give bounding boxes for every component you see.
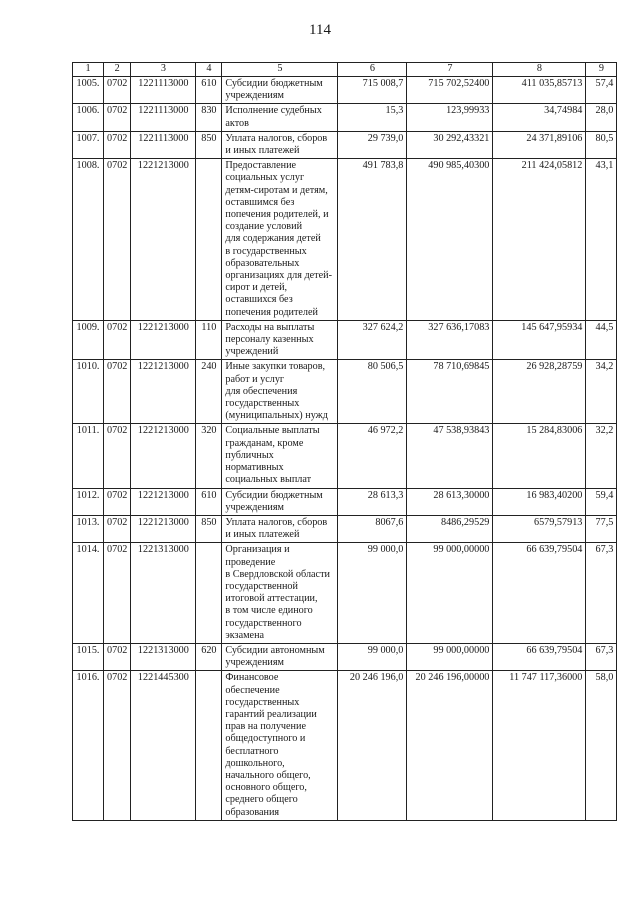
- execution-percent: 67,3: [586, 643, 617, 670]
- amount-plan: 29 739,0: [338, 131, 407, 158]
- expense-name: Субсидии автономным учреждениям: [222, 643, 338, 670]
- expense-name: Исполнение судебных актов: [222, 104, 338, 131]
- section-code: 0702: [104, 104, 131, 131]
- expense-type-code: 610: [196, 77, 222, 104]
- amount-plan: 28 613,3: [338, 488, 407, 515]
- column-header: 2: [104, 63, 131, 77]
- amount-executed: 15 284,83006: [493, 424, 586, 488]
- amount-plan: 327 624,2: [338, 320, 407, 360]
- execution-percent: 43,1: [586, 159, 617, 321]
- expense-type-code: [196, 543, 222, 644]
- amount-executed: 411 035,85713: [493, 77, 586, 104]
- section-code: 0702: [104, 320, 131, 360]
- amount-approved: 99 000,00000: [407, 643, 493, 670]
- target-article-code: 1221113000: [131, 104, 196, 131]
- table-row: [73, 515, 617, 542]
- column-header: 8: [493, 63, 586, 77]
- target-article-code: 1221213000: [131, 360, 196, 424]
- target-article-code: 1221213000: [131, 488, 196, 515]
- table-row: [73, 159, 617, 321]
- amount-executed: 66 639,79504: [493, 643, 586, 670]
- amount-plan: 99 000,0: [338, 543, 407, 644]
- section-code: 0702: [104, 543, 131, 644]
- column-header: 9: [586, 63, 617, 77]
- row-number: 1010.: [73, 360, 104, 424]
- execution-percent: 80,5: [586, 131, 617, 158]
- amount-executed: 26 928,28759: [493, 360, 586, 424]
- section-code: 0702: [104, 360, 131, 424]
- column-header: 7: [407, 63, 493, 77]
- target-article-code: 1221313000: [131, 543, 196, 644]
- row-number: 1009.: [73, 320, 104, 360]
- row-number: 1007.: [73, 131, 104, 158]
- target-article-code: 1221213000: [131, 159, 196, 321]
- section-code: 0702: [104, 488, 131, 515]
- amount-executed: 211 424,05812: [493, 159, 586, 321]
- amount-plan: 715 008,7: [338, 77, 407, 104]
- section-code: 0702: [104, 671, 131, 820]
- table-row: [73, 643, 617, 670]
- row-number: 1011.: [73, 424, 104, 488]
- amount-executed: 6579,57913: [493, 515, 586, 542]
- amount-plan: 80 506,5: [338, 360, 407, 424]
- execution-percent: 28,0: [586, 104, 617, 131]
- amount-approved: 30 292,43321: [407, 131, 493, 158]
- execution-percent: 67,3: [586, 543, 617, 644]
- expense-name: Предоставление социальных услуг детям-сиротам и детям, оставшимся без попечения родителей, и создание условий для содержания детей в государственных образовательных организациях для детей- сирот и детей, оставшихся без попечения родителей: [222, 159, 338, 321]
- header-row: [73, 63, 617, 77]
- amount-approved: 47 538,93843: [407, 424, 493, 488]
- execution-percent: 59,4: [586, 488, 617, 515]
- amount-approved: 99 000,00000: [407, 543, 493, 644]
- expense-name: Финансовое обеспечение государственных гарантий реализации прав на получение общедоступного и бесплатного дошкольного, начального общего, основного общего, среднего общего образования: [222, 671, 338, 820]
- table-row: [73, 320, 617, 360]
- execution-percent: 77,5: [586, 515, 617, 542]
- row-number: 1005.: [73, 77, 104, 104]
- table-row: [73, 131, 617, 158]
- table-row: [73, 77, 617, 104]
- section-code: 0702: [104, 77, 131, 104]
- expense-name: Организация и проведение в Свердловской области государственной итоговой аттестации, в том числе единого государственного экзамена: [222, 543, 338, 644]
- expense-type-code: 850: [196, 131, 222, 158]
- amount-plan: 46 972,2: [338, 424, 407, 488]
- table-row: [73, 360, 617, 424]
- execution-percent: 34,2: [586, 360, 617, 424]
- table-row: [73, 104, 617, 131]
- execution-percent: 58,0: [586, 671, 617, 820]
- expense-name: Расходы на выплаты персоналу казенных учреждений: [222, 320, 338, 360]
- amount-approved: 123,99933: [407, 104, 493, 131]
- table-body: [73, 77, 617, 821]
- table-row: [73, 671, 617, 820]
- target-article-code: 1221113000: [131, 77, 196, 104]
- expense-name: Уплата налогов, сборов и иных платежей: [222, 515, 338, 542]
- target-article-code: 1221445300: [131, 671, 196, 820]
- expense-type-code: [196, 671, 222, 820]
- amount-executed: 24 371,89106: [493, 131, 586, 158]
- amount-approved: 8486,29529: [407, 515, 493, 542]
- target-article-code: 1221113000: [131, 131, 196, 158]
- expense-type-code: 110: [196, 320, 222, 360]
- expense-name: Субсидии бюджетным учреждениям: [222, 77, 338, 104]
- amount-plan: 8067,6: [338, 515, 407, 542]
- target-article-code: 1221213000: [131, 320, 196, 360]
- page-number: 114: [309, 22, 331, 38]
- expense-name: Уплата налогов, сборов и иных платежей: [222, 131, 338, 158]
- amount-approved: 490 985,40300: [407, 159, 493, 321]
- column-header: 4: [196, 63, 222, 77]
- expense-type-code: 620: [196, 643, 222, 670]
- section-code: 0702: [104, 424, 131, 488]
- amount-executed: 16 983,40200: [493, 488, 586, 515]
- amount-approved: 715 702,52400: [407, 77, 493, 104]
- target-article-code: 1221313000: [131, 643, 196, 670]
- row-number: 1015.: [73, 643, 104, 670]
- amount-plan: 491 783,8: [338, 159, 407, 321]
- table-row: [73, 543, 617, 644]
- expense-name: Субсидии бюджетным учреждениям: [222, 488, 338, 515]
- amount-executed: 145 647,95934: [493, 320, 586, 360]
- budget-table: [72, 62, 617, 821]
- column-header: 6: [338, 63, 407, 77]
- amount-executed: 11 747 117,36000: [493, 671, 586, 820]
- amount-executed: 34,74984: [493, 104, 586, 131]
- section-code: 0702: [104, 131, 131, 158]
- expense-name: Социальные выплаты гражданам, кроме публичных нормативных социальных выплат: [222, 424, 338, 488]
- expense-type-code: [196, 159, 222, 321]
- target-article-code: 1221213000: [131, 515, 196, 542]
- amount-approved: 20 246 196,00000: [407, 671, 493, 820]
- amount-approved: 327 636,17083: [407, 320, 493, 360]
- section-code: 0702: [104, 515, 131, 542]
- expense-type-code: 320: [196, 424, 222, 488]
- amount-executed: 66 639,79504: [493, 543, 586, 644]
- execution-percent: 57,4: [586, 77, 617, 104]
- table-row: [73, 424, 617, 488]
- row-number: 1016.: [73, 671, 104, 820]
- row-number: 1012.: [73, 488, 104, 515]
- execution-percent: 32,2: [586, 424, 617, 488]
- section-code: 0702: [104, 643, 131, 670]
- row-number: 1013.: [73, 515, 104, 542]
- column-header: 3: [131, 63, 196, 77]
- expense-type-code: 830: [196, 104, 222, 131]
- column-header: 5: [222, 63, 338, 77]
- row-number: 1006.: [73, 104, 104, 131]
- amount-plan: 15,3: [338, 104, 407, 131]
- row-number: 1014.: [73, 543, 104, 644]
- expense-name: Иные закупки товаров, работ и услуг для обеспечения государственных (муниципальных) нужд: [222, 360, 338, 424]
- row-number: 1008.: [73, 159, 104, 321]
- target-article-code: 1221213000: [131, 424, 196, 488]
- expense-type-code: 850: [196, 515, 222, 542]
- amount-approved: 28 613,30000: [407, 488, 493, 515]
- section-code: 0702: [104, 159, 131, 321]
- amount-plan: 20 246 196,0: [338, 671, 407, 820]
- amount-plan: 99 000,0: [338, 643, 407, 670]
- execution-percent: 44,5: [586, 320, 617, 360]
- amount-approved: 78 710,69845: [407, 360, 493, 424]
- table-row: [73, 488, 617, 515]
- expense-type-code: 610: [196, 488, 222, 515]
- column-header: 1: [73, 63, 104, 77]
- expense-type-code: 240: [196, 360, 222, 424]
